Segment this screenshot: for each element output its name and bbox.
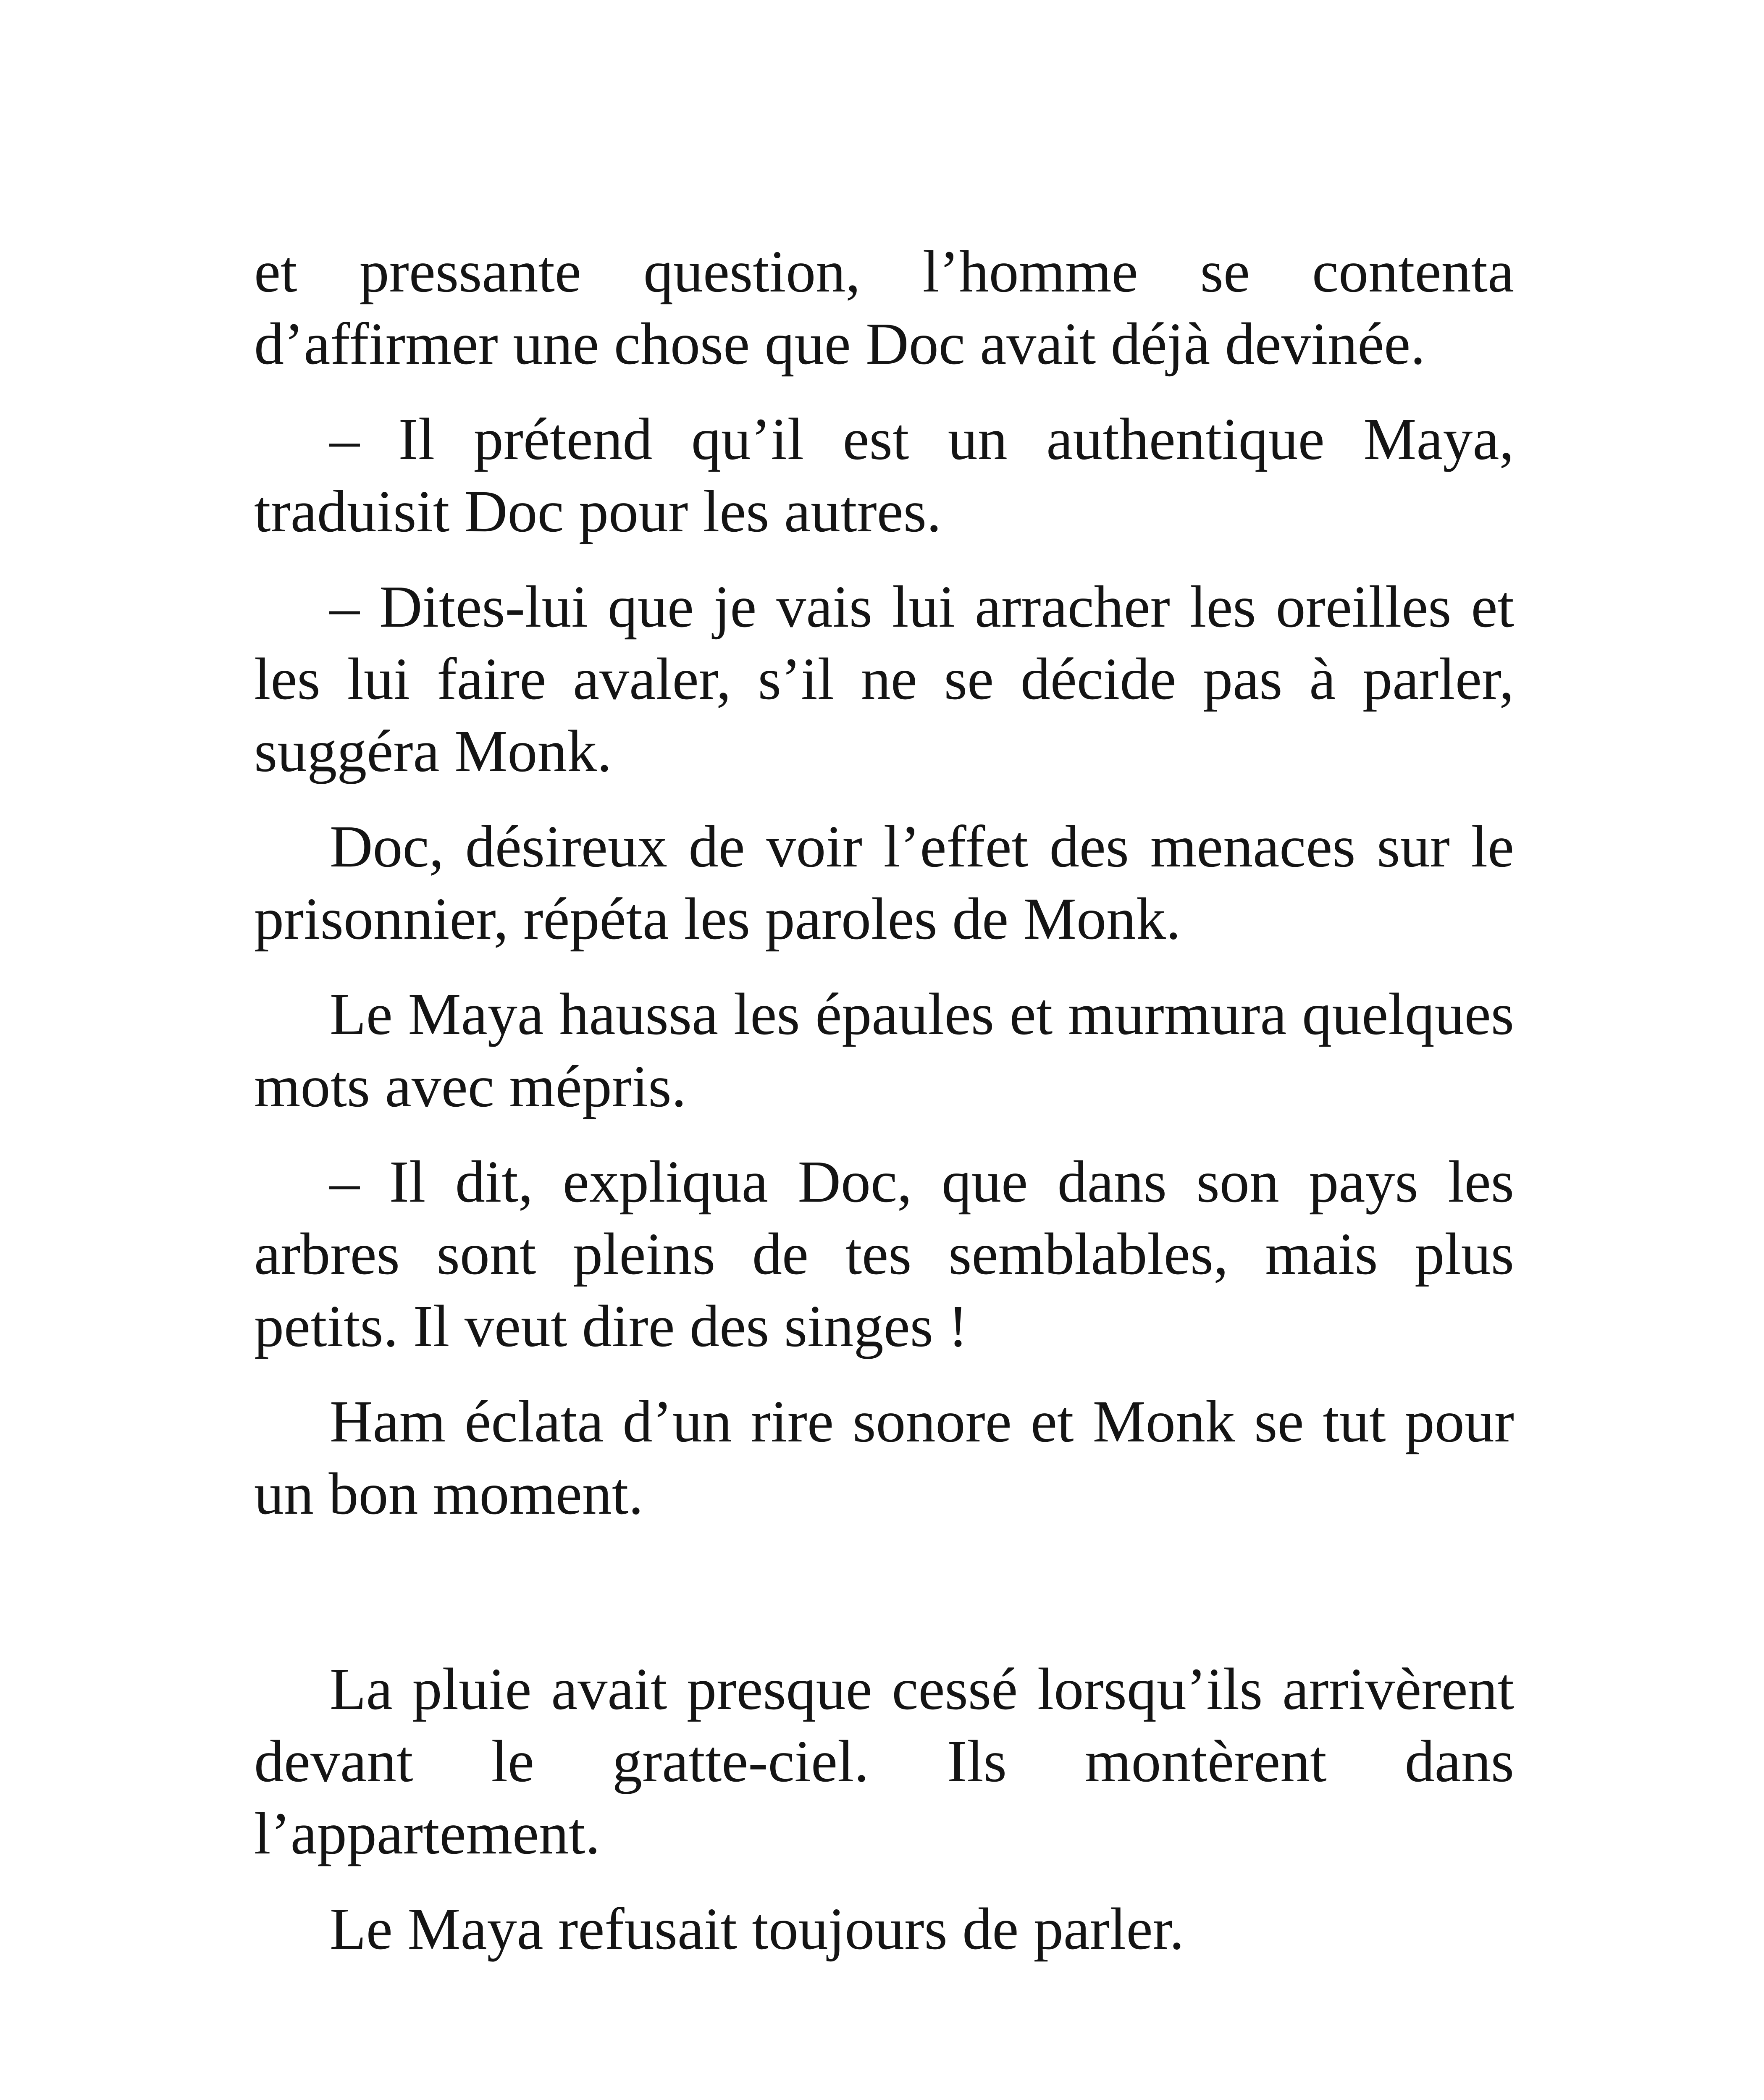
paragraph: – Dites-lui que je vais lui arracher les oreilles et les lui faire avaler, s’il ne se décide pas à parler, suggéra Monk.	[254, 573, 1514, 784]
paragraph: – Il dit, expliqua Doc, que dans son pays les arbres sont pleins de tes semblables, mais plus petits. Il veut dire des singes !	[254, 1148, 1514, 1359]
paragraph: Le Maya haussa les épaules et murmura quelques mots avec mépris.	[254, 981, 1514, 1119]
paragraph: et pressante question, l’homme se contenta d’affirmer une chose que Doc avait déjà devinée.	[254, 238, 1514, 377]
paragraph: Doc, désireux de voir l’effet des menaces sur le prisonnier, répéta les paroles de Monk.	[254, 813, 1514, 952]
paragraph: La pluie avait presque cessé lorsqu’ils arrivèrent devant le gratte-ciel. Ils montèrent dans l’appartement.	[254, 1656, 1514, 1866]
paragraph: – Il prétend qu’il est un authentique Maya, traduisit Doc pour les autres.	[254, 406, 1514, 544]
paragraph: Le Maya refusait toujours de parler.	[330, 1895, 1184, 1962]
section-break	[254, 1553, 1514, 1653]
body-text	[254, 235, 1514, 1988]
paragraph: Ham éclata d’un rire sonore et Monk se tut pour un bon moment.	[254, 1388, 1514, 1527]
